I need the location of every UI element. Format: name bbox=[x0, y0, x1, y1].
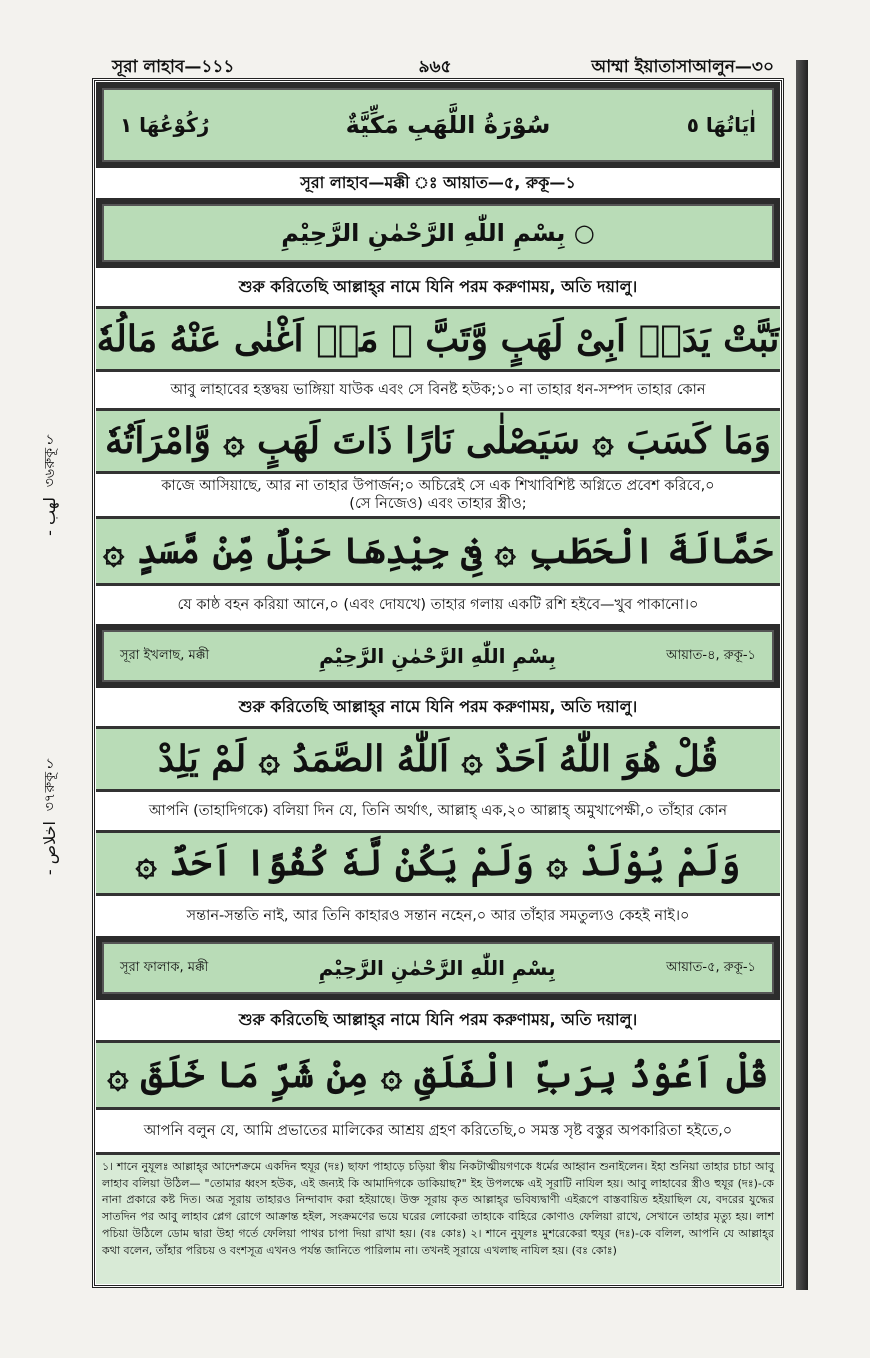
surah-ikhlas-bismillah: بِسْمِ اللّٰهِ الرَّحْمٰنِ الرَّحِيْمِ bbox=[319, 644, 556, 668]
surah-falaq-title-band bbox=[96, 936, 780, 1000]
margin-ruku-label-2: রুকূ bbox=[41, 772, 58, 793]
lahab-verse-2-line-2: (সে নিজেও) এবং তাহার স্ত্রীও; bbox=[349, 496, 527, 512]
margin-ruku-2: ১ bbox=[45, 756, 55, 772]
margin-ruku-num-2: ৩৭ bbox=[41, 792, 58, 811]
ikhlas-verse-2-arabic: وَلَمْ يُوْلَدْ ۞ وَلَمْ يَكُنْ لَّهٗ كُفُوًا اَحَدٌ ۞ bbox=[96, 830, 780, 896]
surah-falaq-name: সূরা ফালাক, মক্কী bbox=[120, 959, 209, 975]
lahab-verse-1-translation: আবু লাহাবের হস্তদ্বয় ভাঙ্গিয়া যাউক এবং সে বিনষ্ট হউক;১০ না তাহার ধন-সম্পদ তাহার কোন bbox=[96, 372, 780, 408]
surah-ikhlas-info: আয়াত-৪, রুকূ-১ bbox=[666, 647, 756, 663]
surah-ikhlas-name: সূরা ইখলাছ, মক্কী bbox=[120, 647, 210, 663]
surah-ikhlas-bismillah-translation: শুরু করিতেছি আল্লাহ্‌র নামে যিনি পরম করুণাময়, অতি দয়ালু। bbox=[96, 688, 780, 726]
surah-lahab-ayah-count: اٰيَاتُهَا ٥ bbox=[686, 113, 756, 137]
header-left: সূরা লাহাব—১১১ bbox=[112, 57, 235, 77]
surah-lahab-bismillah-translation: শুরু করিতেছি আল্লাহ্‌র নামে যিনি পরম করুণাময়, অতি দয়ালু। bbox=[96, 268, 780, 306]
surah-falaq-bismillah: بِسْمِ اللّٰهِ الرَّحْمٰنِ الرَّحِيْمِ bbox=[318, 956, 556, 980]
page-number: ৯৬৫ bbox=[418, 57, 452, 77]
margin-ruku-label-1: রুকূ bbox=[41, 448, 58, 469]
surah-falaq-info: আয়াত-৫, রুকূ-১ bbox=[666, 959, 756, 975]
falaq-verse-1-translation: আপনি বলুন যে, আমি প্রভাতের মালিকের আশ্রয় গ্রহণ করিতেছি,০ সমস্ত সৃষ্ট বস্তুর অপকারিতা হইতে,০ bbox=[96, 1110, 780, 1152]
ikhlas-verse-1-translation: আপনি (তাহাদিগকে) বলিয়া দিন যে, তিনি অর্থাৎ, আল্লাহ্‌ এক,২০ আল্লাহ্‌ অমুখাপেক্ষী,০ তাঁহার কোন bbox=[96, 792, 780, 830]
surah-lahab-title: سُوْرَةُ اللَّهَبِ مَكِّيَّةٌ bbox=[345, 111, 551, 139]
lahab-verse-3-arabic: حَمَّالَةَ الْحَطَبِ ۞ فِىْ جِيْدِهَا حَبْلٌ مِّنْ مَّسَدٍ ۞ bbox=[96, 516, 780, 586]
lahab-verse-3-translation: যে কাষ্ঠ বহন করিয়া আনে,০ (এবং দোযখে) তাহার গলায় একটি রশি হইবে—খুব পাকানো।০ bbox=[96, 586, 780, 624]
surah-lahab-info: সূরা লাহাব—মক্কী ঃ আয়াত—৫, রুকূ—১ bbox=[96, 168, 780, 198]
lahab-verse-2-translation bbox=[96, 474, 780, 516]
margin-manzil-2: - اخلاص bbox=[39, 820, 59, 875]
surah-lahab-bismillah: بِسْمِ اللّٰهِ الرَّحْمٰنِ الرَّحِيْمِ ○ bbox=[102, 204, 774, 262]
page-edge bbox=[796, 60, 808, 1290]
surah-ikhlas-title-band bbox=[96, 624, 780, 688]
margin-marker-2 bbox=[18, 756, 82, 875]
lahab-verse-2-line-1: কাজে আসিয়াছে, আর না তাহার উপার্জন;০ অচিরেই সে এক শিখাবিশিষ্ট অগ্নিতে প্রবেশ করিবে,০ bbox=[161, 477, 715, 494]
ikhlas-verse-1-arabic: قُلْ هُوَ اللّٰهُ اَحَدٌ ۞ اَللّٰهُ الصَّمَدُ ۞ لَمْ يَلِدْ bbox=[96, 726, 780, 792]
surah-lahab-bismillah-band bbox=[96, 198, 780, 268]
lahab-verse-1-arabic: تَبَّتْ يَدَاۤ اَبِىْ لَهَبٍ وَّتَبَّ ۞ مَاۤ اَغْنٰى عَنْهُ مَالُهٗ bbox=[96, 306, 780, 372]
margin-manzil-1: - لهب bbox=[39, 496, 59, 536]
surah-falaq-bismillah-translation: শুরু করিতেছি আল্লাহ্‌র নামে যিনি পরম করুণাময়, অতি দয়ালু। bbox=[96, 1000, 780, 1040]
footnote: ১। শানে নুযূলঃ আল্লাহ্‌র আদেশক্রমে একদিন হুযূর (দঃ) ছাফা পাহাড়ে চড়িয়া স্বীয় নিকটাত্মীয়গণকে ধর্মের আহ্বান শুনাইলেন। ইহা শুনিয়া তাহার চাচা আবু লাহাব বলিয়া উঠিল— "তোমার ধ্বংস হউক, এই জন্যই কি আমাদিগকে ডাকিয়াছ?" ইহ উপলক্ষে এই সূরাটি নাযিল হয়। আবু লাহাবের স্ত্রীও হুযূর (দঃ)-কে নানা প্রকারে কষ্ট দিত। অত্র সূরায় তাহারও নিন্দাবাদ করা হইয়াছে। উক্ত সূরায় কৃত আল্লাহ্‌র ভবিষ্যদ্বাণী এইরূপে বাস্তবায়িত হইয়াছিল যে, বদরের যুদ্ধের সাতদিন পর আবু লাহাব প্লেগ রোগে আক্রান্ত হইল, সংক্রমণের ভয়ে ঘরের লোকেরা তাহাকে বাহিরে কোণাও ফেলিয়া রাখে, সেখানে তাহার মৃত্যু হয়। লাশ পচিয়া উঠিলে ডোম দ্বারা উহা গর্তে ফেলিয়া পাথর চাপা দিয়া রাখা হয়। (বঃ কোঃ) ২। শানে নুযূলঃ মুশরেকেরা হুযূর (দঃ)-কে বলিল, আপনি যে আল্লাহ্‌র কথা বলেন, তাঁহার পরিচয় ও বংশসূত্র এখনও পর্যন্ত জানিতে পারিলাম না। তখনই সূরায়ে এখলাছ নাযিল হয়। (বঃ কোঃ) bbox=[96, 1152, 780, 1284]
surah-lahab-title-band bbox=[96, 82, 780, 168]
margin-ruku-1: ১ bbox=[45, 432, 55, 448]
margin-marker-1 bbox=[18, 432, 82, 536]
falaq-verse-1-arabic: قُلْ اَعُوْذُ بِرَبِّ الْفَلَقِ ۞ مِنْ شَرِّ مَا خَلَقَ ۞ bbox=[96, 1040, 780, 1110]
header-right: আম্মা ইয়াতাসাআলুন—৩০ bbox=[591, 57, 774, 77]
lahab-verse-2-arabic: وَمَا كَسَبَ ۞ سَيَصْلٰى نَارًا ذَاتَ لَهَبٍ ۞ وَّامْرَاَتُهٗ bbox=[96, 408, 780, 474]
surah-lahab-ruku-count: رُكُوْعُهَا ١ bbox=[120, 113, 210, 137]
ikhlas-verse-2-translation: সন্তান-সন্ততি নাই, আর তিনি কাহারও সন্তান নহেন,০ আর তাঁহার সমতুল্যও কেহই নাই।০ bbox=[96, 896, 780, 936]
margin-ruku-num-1: ৩৬ bbox=[41, 468, 58, 487]
